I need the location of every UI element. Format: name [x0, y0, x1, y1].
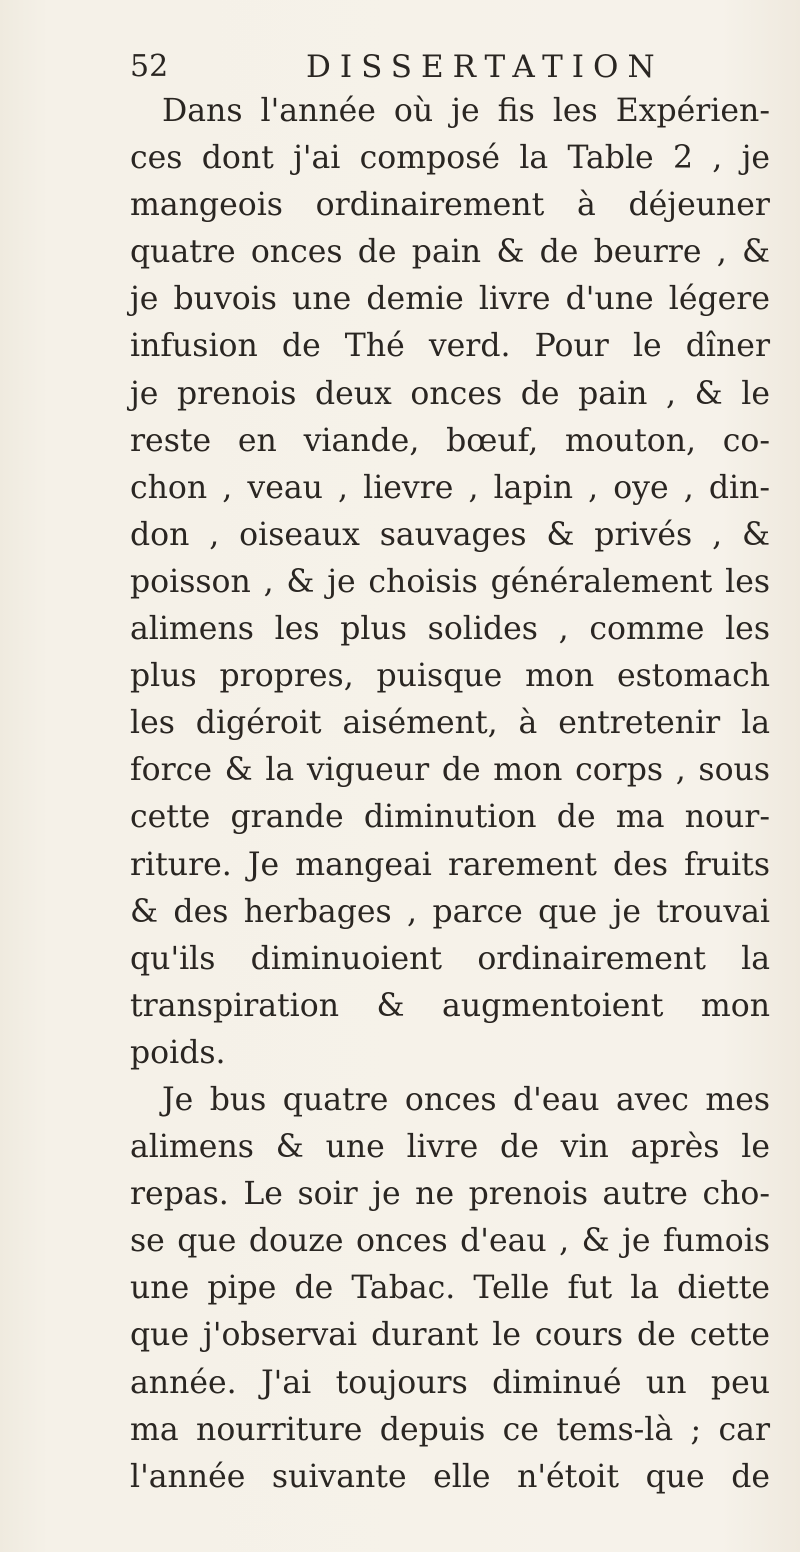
- running-title: DISSERTATION: [306, 49, 664, 85]
- text-line: plus propres, puisque mon estomach: [130, 658, 770, 695]
- text-line: riture. Je mangeai rarement des fruits: [130, 846, 770, 883]
- text-line: poisson , & je choisis généralement les: [130, 563, 770, 600]
- text-line: infusion de Thé verd. Pour le dîner: [130, 328, 770, 365]
- text-line: je prenois deux onces de pain , & le: [130, 375, 770, 412]
- text-line: une pipe de Tabac. Telle fut la diette: [130, 1270, 770, 1307]
- text-line: qu'ils diminuoient ordinairement la: [130, 940, 770, 977]
- text-line: l'année suivante elle n'étoit que de: [130, 1458, 770, 1495]
- text-line: je buvois une demie livre d'une légere: [130, 281, 770, 318]
- text-line: cette grande diminution de ma nour-: [130, 799, 770, 836]
- text-line: reste en viande, bœuf, mouton, co-: [130, 422, 770, 459]
- text-line: que j'observai durant le cours de cette: [130, 1317, 770, 1354]
- text-line: alimens les plus solides , comme les: [130, 611, 770, 648]
- text-line: & des herbages , parce que je trouvai: [130, 893, 770, 930]
- text-line: transpiration & augmentoient mon: [130, 987, 770, 1024]
- text-line: force & la vigueur de mon corps , sous: [130, 752, 770, 789]
- text-line: don , oiseaux sauvages & privés , &: [130, 516, 770, 553]
- text-line: ces dont j'ai composé la Table 2 , je: [130, 140, 770, 177]
- body-text: [130, 88, 770, 1501]
- text-line: Je bus quatre onces d'eau avec mes: [162, 1081, 770, 1118]
- text-line: ma nourriture depuis ce tems-là ; car: [130, 1411, 770, 1448]
- text-line: se que douze onces d'eau , & je fumois: [130, 1223, 770, 1260]
- text-line: mangeois ordinairement à déjeuner: [130, 187, 770, 224]
- text-line: les digéroit aisément, à entretenir la: [130, 705, 770, 742]
- text-line: année. J'ai toujours diminué un peu: [130, 1364, 770, 1401]
- text-line: poids.: [130, 1034, 226, 1071]
- text-line: alimens & une livre de vin après le: [130, 1129, 770, 1166]
- text-line: repas. Le soir je ne prenois autre cho-: [130, 1176, 770, 1213]
- page-header: [130, 44, 750, 90]
- page-number: 52: [130, 49, 169, 84]
- text-line: Dans l'année où je fis les Expérien-: [162, 93, 770, 129]
- text-line: chon , veau , lievre , lapin , oye , din-: [130, 469, 770, 506]
- text-line: quatre onces de pain & de beurre , &: [130, 234, 770, 271]
